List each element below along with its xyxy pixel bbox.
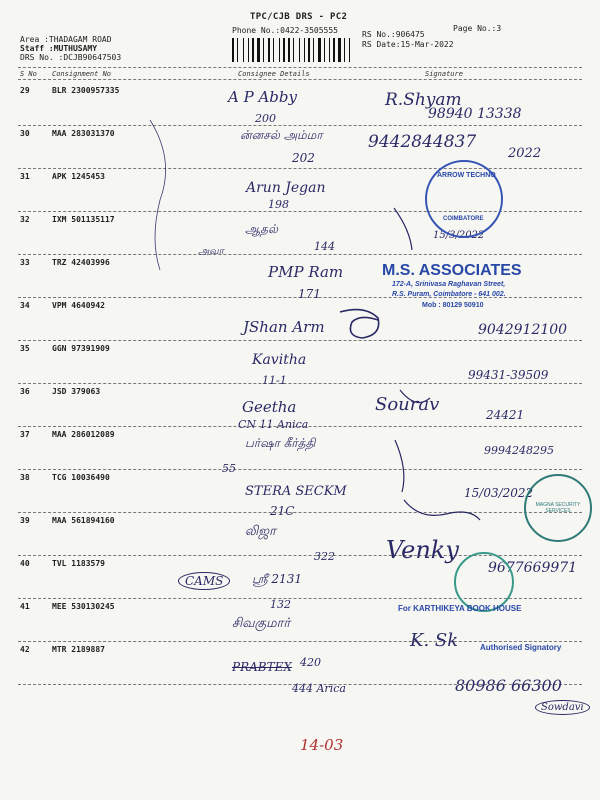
barcode-bar xyxy=(346,38,348,62)
barcode-bar xyxy=(281,38,282,62)
hw-r33-num: 171 xyxy=(298,287,321,301)
consignment-number: VPM 4640942 xyxy=(52,301,105,310)
consignment-number: JSD 379063 xyxy=(52,387,101,396)
barcode-bar xyxy=(329,38,330,62)
barcode-bar xyxy=(286,38,287,62)
consignment-number: GGN 97391909 xyxy=(52,344,110,353)
ms-address-line1: 172-A, Srinivasa Raghavan Street, xyxy=(392,281,506,288)
header-divider-top xyxy=(18,67,582,68)
row-divider xyxy=(18,254,582,255)
row-number: 38 xyxy=(20,473,30,482)
row-number: 33 xyxy=(20,258,30,267)
ms-address-line2: R.S. Puram, Coimbatore - 641 002. xyxy=(392,291,506,298)
barcode-bar xyxy=(351,38,353,62)
barcode-bar xyxy=(308,38,310,62)
hw-r29-name: A P Abby xyxy=(228,88,297,106)
row-number: 40 xyxy=(20,559,30,568)
header-divider-bottom xyxy=(18,79,582,80)
hw-r29-sig: R.Shyam xyxy=(385,90,462,110)
barcode-bar xyxy=(268,38,270,62)
row-number: 36 xyxy=(20,387,30,396)
hw-r37-name: பர்ஷா கீர்த்தி xyxy=(245,436,316,450)
rs-info xyxy=(362,30,454,50)
barcode-bar xyxy=(250,38,251,62)
barcode-bar xyxy=(295,38,298,62)
barcode-bar xyxy=(232,38,234,62)
hw-r31-num: 198 xyxy=(268,198,289,211)
hw-r42-num: 420 xyxy=(300,656,321,669)
barcode-bar xyxy=(344,38,345,62)
karthikeya-round-stamp xyxy=(454,552,514,612)
consignment-number: MAA 286012089 xyxy=(52,430,115,439)
hw-r36-phone: 99431-39509 xyxy=(468,368,549,382)
barcode-bar xyxy=(265,38,267,62)
consignment-number: MAA 283031370 xyxy=(52,129,115,138)
consignment-number: APK 1245453 xyxy=(52,172,105,181)
hw-r37-num: 55 xyxy=(222,462,236,475)
hw-r40-note: CAMS xyxy=(178,572,230,590)
row-divider xyxy=(18,340,582,341)
hw-r38-date: 15/03/2022 xyxy=(464,486,534,500)
hw-r34-phone: 9042912100 xyxy=(478,322,568,338)
hw-r35-num: 11-1 xyxy=(262,374,287,387)
hw-r38-num: 21C xyxy=(270,504,295,518)
barcode-bar xyxy=(318,38,321,62)
row-number: 31 xyxy=(20,172,30,181)
barcode-bar xyxy=(288,38,290,62)
ms-associates-stamp: M.S. ASSOCIATES xyxy=(382,262,522,279)
row-divider xyxy=(18,383,582,384)
hw-r30-name: ன்னசல் அம்மா xyxy=(240,128,323,142)
barcode-bar xyxy=(243,38,244,62)
drs-title: TPC/CJB DRS - PC2 xyxy=(250,12,348,22)
hw-r30-num: 202 xyxy=(292,151,315,165)
row-number: 35 xyxy=(20,344,30,353)
row-number: 32 xyxy=(20,215,30,224)
barcode-bar xyxy=(324,38,325,62)
hw-r34-name: JShan Arm xyxy=(243,318,325,336)
row-number: 34 xyxy=(20,301,30,310)
barcode-bar xyxy=(271,38,272,62)
hw-r42-num2: 444 Arica xyxy=(292,682,346,695)
phone-number: Phone No.:0422-3505555 xyxy=(232,26,338,35)
barcode-bar xyxy=(235,38,236,62)
arrow-stamp-top: ARROW TECHNO xyxy=(437,172,496,179)
rs-date: RS Date:15-Mar-2022 xyxy=(362,40,454,49)
col-sno: S No xyxy=(20,70,37,78)
hw-r29-num: 200 xyxy=(255,112,276,125)
footer-handwriting: 14-03 xyxy=(300,736,344,754)
consignment-number: MAA 561894160 xyxy=(52,516,115,525)
r31-signature-stroke xyxy=(394,208,412,250)
row-number: 37 xyxy=(20,430,30,439)
barcode-bar xyxy=(293,38,294,62)
barcode-bar xyxy=(306,38,307,62)
consignment-number: IXM 501135117 xyxy=(52,215,115,224)
authorised-signatory: Authorised Signatory xyxy=(480,643,562,652)
hw-r32-num: 144 xyxy=(314,240,335,253)
barcode-bar xyxy=(349,38,350,62)
hw-r42-phone: 80986 66300 xyxy=(455,676,562,695)
barcode-bar xyxy=(326,38,328,62)
barcode-bar xyxy=(263,38,264,62)
barcode-bar xyxy=(283,38,285,62)
hw-r36-num2: 24421 xyxy=(486,408,525,422)
barcode-bar xyxy=(311,38,312,62)
hw-r40-sig: Venky xyxy=(386,536,459,564)
hw-r36-num: CN 11 Anica xyxy=(238,418,309,431)
area-label: Area :THADAGAM ROAD xyxy=(20,35,112,44)
row-number: 29 xyxy=(20,86,30,95)
barcode-bar xyxy=(338,38,341,62)
consignment-number: TRZ 42403996 xyxy=(52,258,110,267)
consignment-number: MEE 530130245 xyxy=(52,602,115,611)
barcode-bar xyxy=(279,38,280,62)
hw-r36-sig: Sourav xyxy=(375,394,440,415)
barcode-bar xyxy=(275,38,278,62)
barcode-bar xyxy=(333,38,335,62)
hw-r33-name: PMP Ram xyxy=(268,263,344,281)
hw-r32-date: 15/3/2022 xyxy=(433,230,485,241)
barcode-bar xyxy=(273,38,274,62)
consignment-number: BLR 2300957335 xyxy=(52,86,120,95)
r37-signature-stroke xyxy=(395,440,404,492)
col-signature: Signature xyxy=(425,70,463,78)
margin-line-stroke xyxy=(150,120,166,270)
rs-number: RS No.:906475 xyxy=(362,30,425,39)
barcode-bar xyxy=(255,38,256,62)
row-number: 41 xyxy=(20,602,30,611)
hw-r41-sig: K. Sk xyxy=(410,630,459,651)
r38-signature-stroke xyxy=(404,500,480,520)
hw-r39-name: லிஜா xyxy=(245,524,276,539)
row-divider xyxy=(18,641,582,642)
barcode-bar xyxy=(237,38,238,62)
barcode-bar xyxy=(248,38,249,62)
row-divider xyxy=(18,512,582,513)
barcode-bar xyxy=(315,38,317,62)
hw-r35-name: Kavitha xyxy=(252,352,307,368)
hw-r42-name: PRABTEX xyxy=(232,660,292,674)
hw-r38-name: STERA SECKM xyxy=(245,484,347,499)
row-number: 30 xyxy=(20,129,30,138)
hw-r29-phone: 98940 13338 xyxy=(428,106,522,122)
barcode-bar xyxy=(261,38,262,62)
barcode-bar xyxy=(336,38,337,62)
arrow-stamp-bottom: COIMBATORE xyxy=(443,216,484,222)
hw-r42-note: Sowdavi xyxy=(535,700,590,715)
consignment-number: TVL 1183579 xyxy=(52,559,105,568)
security-stamp xyxy=(524,474,592,542)
barcode-bar xyxy=(342,38,343,62)
barcode-bar xyxy=(313,38,314,62)
barcode-bar xyxy=(257,38,260,62)
hw-r37-phone: 9994248295 xyxy=(484,444,554,457)
consignment-number: MTR 2189887 xyxy=(52,645,105,654)
barcode-bar xyxy=(299,38,300,62)
barcode-bar xyxy=(322,38,323,62)
row-divider xyxy=(18,125,582,126)
row-number: 42 xyxy=(20,645,30,654)
barcode-image xyxy=(232,38,360,62)
row-divider xyxy=(18,168,582,169)
barcode-bar xyxy=(252,38,254,62)
hw-r40-phone: 9677669971 xyxy=(488,560,578,576)
hw-r41-name: சிவகுமார் xyxy=(232,616,291,631)
karthikeya-stamp: For KARTHIKEYA BOOK HOUSE xyxy=(398,604,522,613)
security-stamp-text: MAGNA SECURITY SERVICES xyxy=(535,502,581,514)
ms-mobile: Mob : 80129 50910 xyxy=(422,302,484,309)
hw-r40-num: 322 xyxy=(314,550,335,563)
hw-r40-name: ஸ்ரீ 2131 xyxy=(252,572,302,586)
row-number: 39 xyxy=(20,516,30,525)
barcode-bar xyxy=(291,38,292,62)
barcode-bar xyxy=(301,38,303,62)
barcode-bar xyxy=(331,38,332,62)
row-divider xyxy=(18,469,582,470)
barcode-bar xyxy=(304,38,305,62)
hw-r30-year: 2022 xyxy=(508,146,542,161)
arrow-techno-stamp xyxy=(425,160,503,238)
hw-r36-name: Geetha xyxy=(242,398,297,416)
hw-r32-note: அவா xyxy=(198,246,224,257)
hw-r32-name: ஆதல் xyxy=(245,222,278,236)
consignment-number: TCG 10036490 xyxy=(52,473,110,482)
staff-label: Staff :MUTHUSAMY xyxy=(20,44,98,53)
barcode-bar xyxy=(239,38,242,62)
hw-r30-phone: 9442844837 xyxy=(368,132,477,152)
page-number: Page No.:3 xyxy=(453,24,502,33)
col-consignee: Consignee Details xyxy=(238,70,310,78)
drs-number: DRS No. :DCJB90647503 xyxy=(20,53,122,62)
drs-meta xyxy=(20,35,121,62)
r34-signature-stroke xyxy=(340,310,379,338)
barcode-bar xyxy=(245,38,247,62)
hw-r31-name: Arun Jegan xyxy=(246,180,326,196)
col-consignment: Consignment No xyxy=(52,70,112,78)
hw-r41-num: 132 xyxy=(270,598,291,611)
